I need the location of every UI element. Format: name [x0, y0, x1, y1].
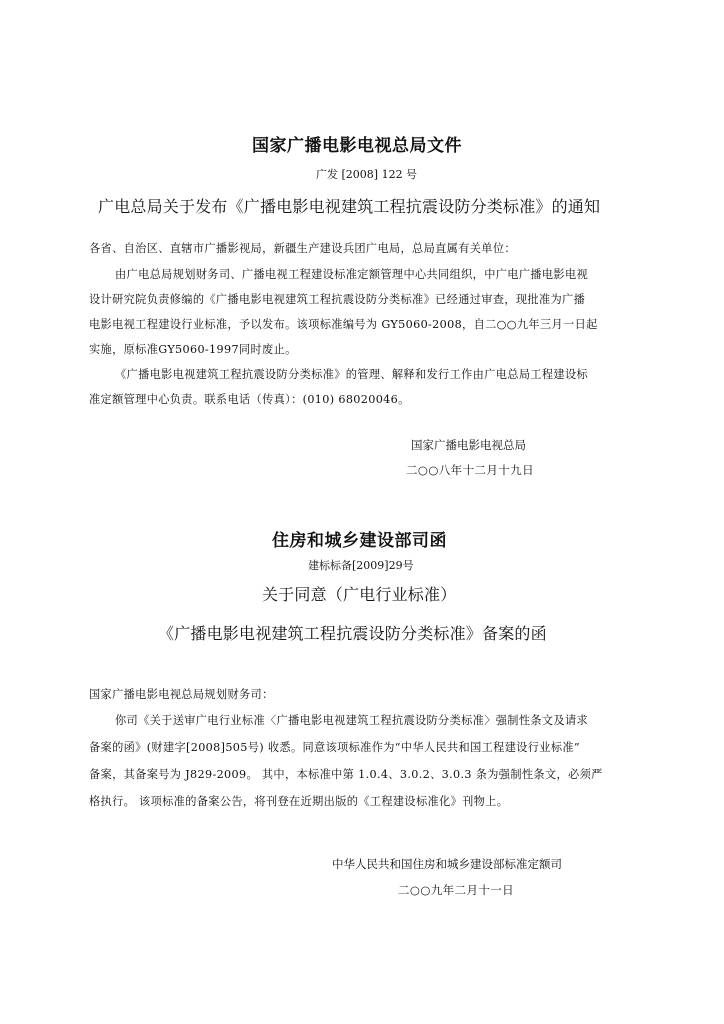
doc1-para1-line1: 由广电总局规划财务司、广播电视工程建设标准定额管理中心共同组织，中广电广播电影电视: [115, 268, 589, 281]
doc1-subject: 广电总局关于发布《广播电影电视建筑工程抗震设防分类标准》的通知: [98, 197, 601, 216]
doc1-addressee: 各省、自治区、直辖市广播影视局，新疆生产建设兵团广电局，总局直属有关单位：: [89, 242, 516, 255]
doc1-para1-line2: 设计研究院负责修编的《广播电影电视建筑工程抗震设防分类标准》已经通过审查，现批准为广播: [89, 293, 586, 306]
doc2-para1-line1: 你司《关于送审广电行业标准〈广播电影电视建筑工程抗震设防分类标准〉强制性条文及请求: [115, 714, 589, 727]
doc1-doc-number: 广发 [2008] 122 号: [316, 168, 418, 181]
doc2-subject-line2: 《广播电影电视建筑工程抗震设防分类标准》备案的函: [158, 624, 547, 643]
doc1-header: 国家广播电影电视总局文件: [252, 136, 462, 156]
doc2-signature-org: 中华人民共和国住房和城乡建设部标准定额司: [332, 857, 562, 871]
doc2-subject-line1: 关于同意（广电行业标准）: [262, 585, 457, 604]
doc2-para1-line2: 备案的函》(财建字[2008]505号) 收悉。同意该项标准作为“中华人民共和国工程建设行业标准”: [89, 741, 580, 754]
doc2-para1-line4: 格执行。 该项标准的备案公告，将刊登在近期出版的《工程建设标准化》刊物上。: [89, 795, 509, 808]
doc2-addressee: 国家广播电影电视总局规划财务司：: [89, 688, 274, 701]
doc1-para2-line2: 准定额管理中心负责。联系电话（传真）：(010) 68020046。: [89, 393, 410, 406]
doc2-header: 住房和城乡建设部司函: [272, 531, 447, 551]
doc1-signature-date: 二○○八年十二月十九日: [406, 463, 534, 477]
doc2-doc-number: 建标标备[2009]29号: [308, 559, 414, 572]
doc1-para1-line3: 电影电视工程建设行业标准，予以发布。该项标准编号为 GY5060-2008，自二○○九年三月一日起: [89, 318, 598, 331]
doc1-para2-line1: 《广播电影电视建筑工程抗震设防分类标准》的管理、解释和发行工作由广电总局工程建设标: [115, 368, 589, 381]
doc1-signature-org: 国家广播电影电视总局: [411, 438, 526, 452]
doc2-signature-date: 二○○九年二月十一日: [398, 883, 515, 897]
doc2-para1-line3: 备案，其备案号为 J829-2009。 其中，本标准中第 1.0.4、3.0.2、3.0.3 条为强制性条文，必须严: [89, 768, 603, 781]
doc1-para1-line4: 实施，原标准GY5060-1997同时废止。: [89, 343, 297, 356]
